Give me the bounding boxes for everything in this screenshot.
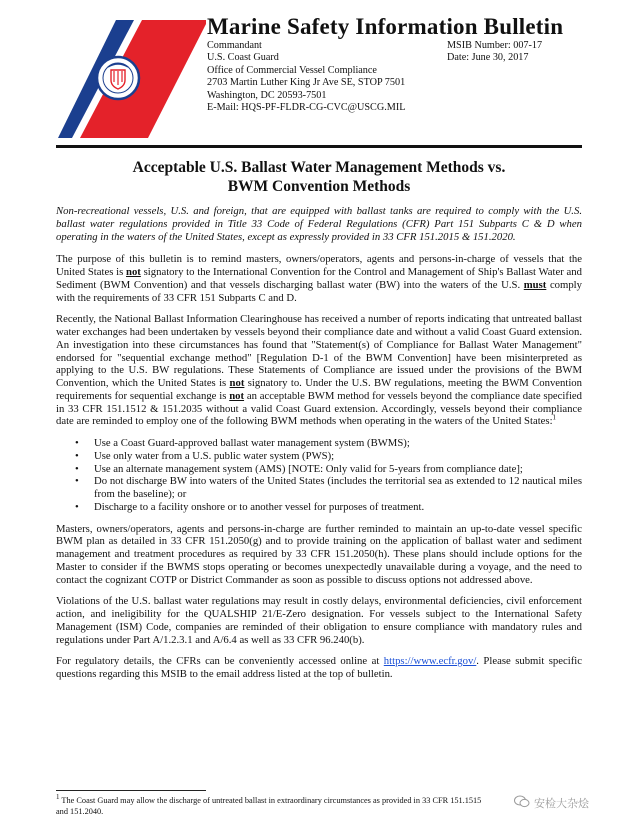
- address-line: Office of Commercial Vessel Compliance: [207, 64, 377, 76]
- bulletin-date: Date: June 30, 2017: [447, 52, 529, 64]
- bullet-icon: •: [75, 437, 79, 449]
- email-line: E-Mail: HQS-PF-FLDR-CG-CVC@USCG.MIL: [207, 101, 406, 113]
- list-item: [56, 437, 582, 450]
- footnote-ref: 1: [552, 413, 557, 422]
- footnote-number: 1: [56, 793, 60, 802]
- plan-paragraph: Masters, owners/operators, agents and persons-in-charge are further reminded to maintain an up-to-date vessel specific BWM plan as detailed in 33 CFR 151.2050(g) and to provide training on the application of ballast water and sediment management and treatment procedures as required by 33 CFR 151.2050(h). These plans should include options for the Master to consider if the BWMS stops operating or becomes unexpectedly unavailable during a voyage, and the need to contact the cognizant COTP or District Commander as soon as possible to discuss options not addressed above.: [56, 522, 582, 586]
- list-item-text: Discharge to a facility onshore or to another vessel for purposes of treatment.: [94, 500, 425, 513]
- intro-paragraph: Non-recreational vessels, U.S. and foreign, that are equipped with ballast tanks are required to comply with the U.S. ballast water regulations provided in Title 33 Code of Federal Regulations (CFR) Part 151 Subparts C & D when operating in the waters of the United States, except as expressly provided in 33 CFR 151.2015 & 151.2020.: [56, 205, 582, 243]
- emphasis-not: not: [126, 266, 141, 278]
- text-segment: For regulatory details, the CFRs can be conveniently accessed online at: [56, 655, 384, 668]
- bullet-icon: •: [75, 475, 79, 488]
- document-title: [56, 158, 582, 196]
- coast-guard-emblem-icon: [56, 18, 206, 140]
- bulletin-meta: [447, 40, 542, 65]
- office-address-block: [207, 40, 405, 114]
- text-segment: The purpose of this bulletin is to remind masters, owners/operators, agents and persons-in-charge of vessels that the United States is: [56, 253, 582, 278]
- list-item: [56, 501, 582, 514]
- emphasis-not: not: [229, 389, 245, 402]
- text-segment: Recently, the National Ballast Information Clearinghouse has received a number of reports indicating that untreated ballast water exchanges had been undertaken by vessels beyond their compliance date and without a valid Coast Guard extension. An investigation into these circumstances has found that "Statement(s) of Compliance for Ballast Water Management" endorsed for "sequential exchange method" [Regulation D-1 of the BWM Convention] have been misinterpreted as applying to the U.S. BW regulations. These Statements of Compliance are issued under the provisions of the BWM Convention, which the United States is: [56, 313, 582, 389]
- list-item-text: Use only water from a U.S. public water system (PWS);: [94, 449, 335, 462]
- regulatory-details-paragraph: [56, 655, 582, 681]
- text-segment: signatory to. Under the U.S. BW regulations, meeting the BWM Convention requirements for sequential exchange is: [56, 377, 582, 402]
- list-item: [56, 450, 582, 463]
- ecfr-link[interactable]: https://www.ecfr.gov/: [383, 655, 477, 668]
- emphasis-not: not: [229, 377, 245, 389]
- watermark: [514, 795, 589, 811]
- text-segment: comply with the requirements of 33 CFR 151 Subparts C and D.: [56, 278, 582, 304]
- title-line-2: BWM Convention Methods: [227, 178, 411, 195]
- bullet-icon: •: [75, 500, 79, 513]
- address-line: 2703 Martin Luther King Jr Ave SE, STOP 7501: [207, 77, 406, 89]
- address-line: Washington, DC 20593-7501: [207, 89, 327, 101]
- purpose-paragraph: [56, 253, 582, 304]
- footnote: [56, 795, 486, 817]
- list-item: [56, 475, 582, 501]
- text-segment: . Please submit specific questions regarding this MSIB to the email address listed at the top of bulletin.: [56, 655, 582, 680]
- title-line-1: Acceptable U.S. Ballast Water Management Methods vs.: [132, 159, 506, 176]
- bwm-methods-list: [56, 437, 582, 514]
- list-item-text: Do not discharge BW into waters of the United States (includes the territorial sea as extended to 12 nautical miles from the baseline); or: [94, 475, 582, 500]
- bullet-icon: •: [75, 449, 79, 462]
- emphasis-must: must: [523, 278, 547, 291]
- msib-number: MSIB Number: 007-17: [447, 40, 543, 51]
- violations-paragraph: Violations of the U.S. ballast water regulations may result in costly delays, environmental deficiencies, civil enforcement action, and ineligibility for the QUALSHIP 21/E-Zero designation. For vessels subject to the International Safety Management (ISM) Code, companies are reminded of their obligation to ensure compliance with mandatory rules and regulations under Part A/1.2.3.1 and A/6.4 as well as 33 CFR 96.240(b).: [56, 595, 582, 646]
- list-item-text: Use an alternate management system (AMS) [NOTE: Only valid for 5-years from compliance date];: [94, 462, 523, 475]
- address-line: Commandant: [207, 40, 262, 51]
- footnote-text: The Coast Guard may allow the discharge of untreated ballast in extraordinary circumstances as provided in 33 CFR 151.1515 and 151.2040.: [56, 796, 482, 816]
- address-line: U.S. Coast Guard: [207, 52, 279, 64]
- list-item-text: Use a Coast Guard-approved ballast water management system (BWMS);: [94, 437, 410, 449]
- list-item: [56, 463, 582, 476]
- bullet-icon: •: [75, 462, 79, 475]
- footnote-divider: [56, 790, 206, 791]
- background-paragraph: [56, 313, 582, 428]
- text-segment: an acceptable BWM method for vessels beyond the compliance date specified in 33 CFR 151.1512 & 151.2035 without a valid Coast Guard extension. Accordingly, vessels beyond their compliance date are reminded to employ one of the following BWM methods when operating in the waters of the United States:: [56, 389, 583, 428]
- masthead-title: Marine Safety Information Bulletin: [207, 14, 564, 39]
- watermark-text: 安检大杂烩: [534, 798, 589, 810]
- wechat-icon: [514, 795, 530, 811]
- text-segment: signatory to the International Convention for the Control and Management of Ship's Ballast Water and Sediment (BWM Convention) and that vessels discharging ballast water (BW) into the waters of the U.S.: [56, 266, 582, 291]
- bulletin-body: [56, 205, 582, 690]
- header-divider: [56, 145, 582, 148]
